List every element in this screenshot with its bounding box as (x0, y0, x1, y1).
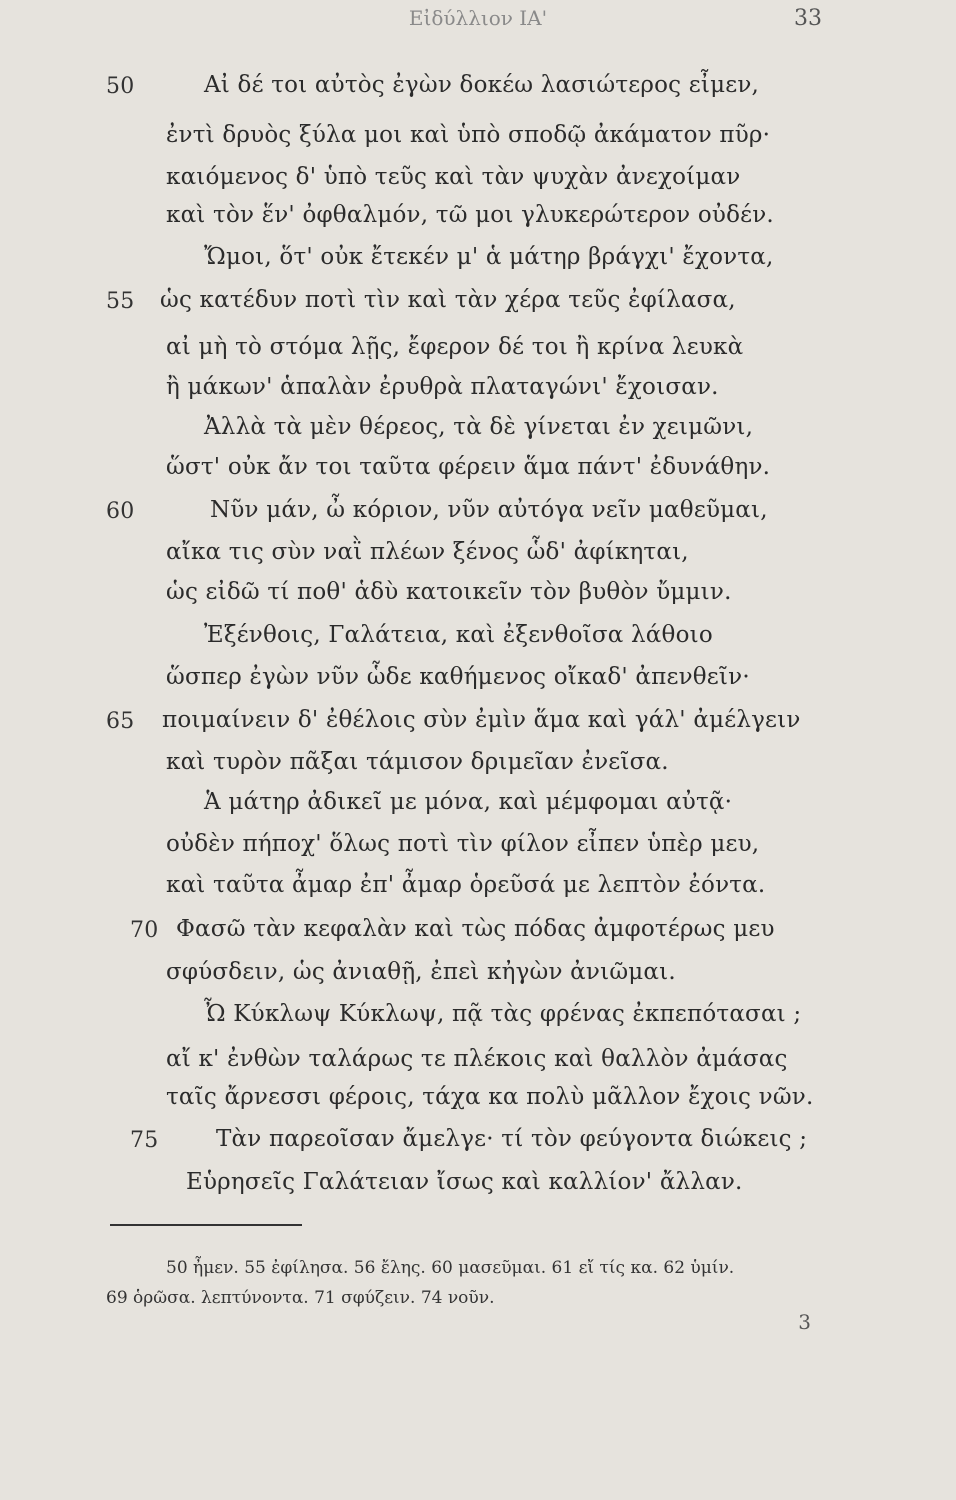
verse-text: ἢ μάκων' ἁπαλὰν ἐρυθρὰ πλαταγώνι' ἔχοισαν. (166, 374, 719, 400)
verse-line (0, 1165, 956, 1205)
verse-text: καὶ τυρὸν πᾶξαι τάμισον δριμεῖαν ἐνεῖσα. (166, 749, 669, 775)
verse-text: καὶ τὸν ἕν' ὀφθαλμόν, τῶ μοι γλυκερώτερον οὐδέν. (166, 202, 774, 228)
verse-text: Εὑρησεῖς Γαλάτειαν ἴσως καὶ καλλίον' ἄλλαν. (186, 1169, 743, 1195)
verse-text: Ἐξένθοις, Γαλάτεια, καὶ ἐξενθοῖσα λάθοιο (204, 622, 713, 648)
line-number: 55 (106, 289, 135, 314)
verse-text: αἰ μὴ τὸ στόμα λῇς, ἔφερον δέ τοι ἢ κρίνα λευκὰ (166, 334, 744, 360)
verse-line (0, 868, 956, 908)
verse-text: Ἁ μάτηρ ἀδικεῖ με μόνα, καὶ μέμφομαι αὐτᾷ· (204, 789, 733, 815)
verse-line (0, 827, 956, 867)
verse-text: ὥστ' οὐκ ἄν τοι ταῦτα φέρειν ἅμα πάντ' ἐδυνάθην. (166, 454, 771, 480)
verse-text: ποιμαίνειν δ' ἐθέλοις σὺν ἐμὶν ἅμα καὶ γάλ' ἀμέλγειν (162, 707, 801, 733)
verse-line (0, 370, 956, 410)
verse-line (0, 660, 956, 700)
signature-mark: 3 (798, 1310, 811, 1334)
verse-text: Νῦν μάν, ὦ κόριον, νῦν αὐτόγα νεῖν μαθεῦμαι, (210, 497, 768, 523)
line-number: 75 (130, 1128, 159, 1153)
verse-text: οὐδὲν πήποχ' ὅλως ποτὶ τὶν φίλον εἶπεν ὑπὲρ μευ, (166, 831, 760, 857)
verse-line (0, 1080, 956, 1120)
verse-line (0, 745, 956, 785)
verse-text: Φασῶ τὰν κεφαλὰν καὶ τὼς πόδας ἀμφοτέρως μευ (176, 916, 775, 942)
verse-text: Ἀλλὰ τὰ μὲν θέρεος, τὰ δὲ γίνεται ἐν χειμῶνι, (204, 414, 754, 440)
verse-text: ἐντὶ δρυὸς ξύλα μοι καὶ ὑπὸ σποδῷ ἀκάματον πῦρ· (166, 122, 771, 148)
verse-text: Ὦ Κύκλωψ Κύκλωψ, πᾷ τὰς φρένας ἐκπεπότασαι ; (204, 1001, 802, 1027)
footnote-rule (110, 1224, 302, 1226)
verse-line (0, 160, 956, 200)
verse-line (0, 912, 956, 952)
verse-text: αἴ κ' ἐνθὼν ταλάρως τε πλέκοις καὶ θαλλὸν ἀμάσας (166, 1046, 788, 1072)
verse-text: Τὰν παρεοῖσαν ἄμελγε· τί τὸν φεύγοντα διώκεις ; (216, 1126, 808, 1152)
verse-line (0, 240, 956, 280)
verse-line (0, 785, 956, 825)
verse-text: αἴκα τις σὺν ναῒ πλέων ξένος ὧδ' ἀφίκηται, (166, 539, 689, 565)
book-page: Εἰδύλλιον ΙΑ' 33 50 Αἰ δέ τοι αὐτὸς ἐγὼν δοκέω λασιώτερος εἶμεν, ἐντὶ δρυὸς ξύλα μοι καὶ ὑπὸ σποδῷ ἀκάματον πῦρ· καιόμενος δ' ὑπὸ τεῦς καὶ τὰν ψυχὰν ἀνεχοίμαν καὶ τὸν ἕν' ὀφθαλμόν, τῶ μοι γλυκερώτερον οὐδέν. Ὤμοι, ὅτ' οὐκ ἔτεκέν μ' ἁ μάτηρ βράγχι' ἔχοντα, 55 ὡς κατέδυν ποτὶ τὶν καὶ τὰν χέρα τεῦς ἐφίλασα, αἰ μὴ τὸ στόμα λῇς, ἔφερον δέ τοι ἢ κρίνα λευκὰ ἢ μάκων' ἁπαλὰν ἐρυθρὰ πλαταγώνι' ἔχοισαν. Ἀλλὰ τὰ μὲν θέρεος, τὰ δὲ γίνεται ἐν χειμῶνι, ὥστ' οὐκ ἄν τοι ταῦτα φέρειν ἅμα πάντ' ἐδυνάθην. 60 Νῦν μάν, ὦ κόριον, νῦν αὐτόγα νεῖν μαθεῦμαι, αἴκα τις σὺν ναῒ πλέων ξένος ὧδ' ἀφίκηται, ὡς εἰδῶ τί ποθ' ἁδὺ κατοικεῖν τὸν βυθὸν ὔμμιν. Ἐξένθοις, Γαλάτεια, καὶ ἐξενθοῖσα λάθοιο ὥσπερ ἐγὼν νῦν ὧδε καθήμενος οἴκαδ' ἀπενθεῖν· 65 ποιμαίνειν δ' ἐθέλοις σὺν ἐμὶν ἅμα καὶ γάλ' ἀμέλγειν καὶ τυρὸν πᾶξαι τάμισον δριμεῖαν ἐνεῖσα. Ἁ μάτηρ ἀδικεῖ με μόνα, καὶ μέμφομαι αὐτᾷ· οὐδὲν πήποχ' ὅλως ποτὶ τὶν φίλον εἶπεν ὑπὲρ μευ, καὶ ταῦτα ἆμαρ ἐπ' ἆμαρ ὁρεῦσά με λεπτὸν ἐόντα. 70 Φασῶ τὰν κεφαλὰν καὶ τὼς πόδας ἀμφοτέρως μευ σφύσδειν, ὡς ἀνιαθῇ, ἐπεὶ κἠγὼν ἀνιῶμαι. Ὦ Κύκλωψ Κύκλωψ, πᾷ τὰς φρένας ἐκπεπότασαι ; αἴ κ' ἐνθὼν ταλάρως τε πλέκοις καὶ θαλλὸν ἀμάσας ταῖς ἄρνεσσι φέροις, τάχα κα πολὺ μᾶλλον ἔχοις νῶν. 75 Τὰν παρεοῖσαν ἄμελγε· τί τὸν φεύγοντα διώκεις ; Εὑρησεῖς Γαλάτειαν ἴσως καὶ καλλίον' ἄλλαν. 50 ἦμεν. 55 ἐφίλησα. 56 ἔλης. 60 μασεῦμαι. 61 εἴ τίς κα. 62 ὑμίν. 69 ὁρῶσα. λεπτύνοντα. 71 σφύζειν. 74 νοῦν. 3 (0, 0, 956, 1500)
verse-line (0, 283, 956, 323)
verse-text: σφύσδειν, ὡς ἀνιαθῇ, ἐπεὶ κἠγὼν ἀνιῶμαι. (166, 959, 676, 985)
verse-text: ταῖς ἄρνεσσι φέροις, τάχα κα πολὺ μᾶλλον ἔχοις νῶν. (166, 1084, 814, 1110)
verse-line (0, 493, 956, 533)
line-number: 65 (106, 709, 135, 734)
verse-line (0, 703, 956, 743)
verse-line (0, 1122, 956, 1162)
line-number: 70 (130, 918, 159, 943)
verse-line (0, 118, 956, 158)
verse-line (0, 198, 956, 238)
verse-line (0, 1042, 956, 1082)
line-number: 50 (106, 74, 135, 99)
verse-text: καὶ ταῦτα ἆμαρ ἐπ' ἆμαρ ὁρεῦσά με λεπτὸν ἐόντα. (166, 872, 766, 898)
verse-text: καιόμενος δ' ὑπὸ τεῦς καὶ τὰν ψυχὰν ἀνεχοίμαν (166, 164, 741, 190)
verse-line (0, 535, 956, 575)
verse-text: ὡς εἰδῶ τί ποθ' ἁδὺ κατοικεῖν τὸν βυθὸν ὔμμιν. (166, 579, 732, 605)
page-number: 33 (794, 6, 822, 31)
verse-text: ὡς κατέδυν ποτὶ τὶν καὶ τὰν χέρα τεῦς ἐφίλασα, (160, 287, 736, 313)
verse-text: Αἰ δέ τοι αὐτὸς ἐγὼν δοκέω λασιώτερος εἶμεν, (204, 72, 760, 98)
running-head: Εἰδύλλιον ΙΑ' (408, 6, 548, 30)
verse-line (0, 330, 956, 370)
line-number: 60 (106, 499, 135, 524)
verse-line (0, 410, 956, 450)
verse-line (0, 997, 956, 1037)
verse-line (0, 575, 956, 615)
verse-text: ὥσπερ ἐγὼν νῦν ὧδε καθήμενος οἴκαδ' ἀπενθεῖν· (166, 664, 750, 690)
verse-line (0, 68, 956, 108)
verse-line (0, 618, 956, 658)
verse-line (0, 450, 956, 490)
verse-line (0, 955, 956, 995)
verse-text: Ὤμοι, ὅτ' οὐκ ἔτεκέν μ' ἁ μάτηρ βράγχι' ἔχοντα, (204, 244, 774, 270)
